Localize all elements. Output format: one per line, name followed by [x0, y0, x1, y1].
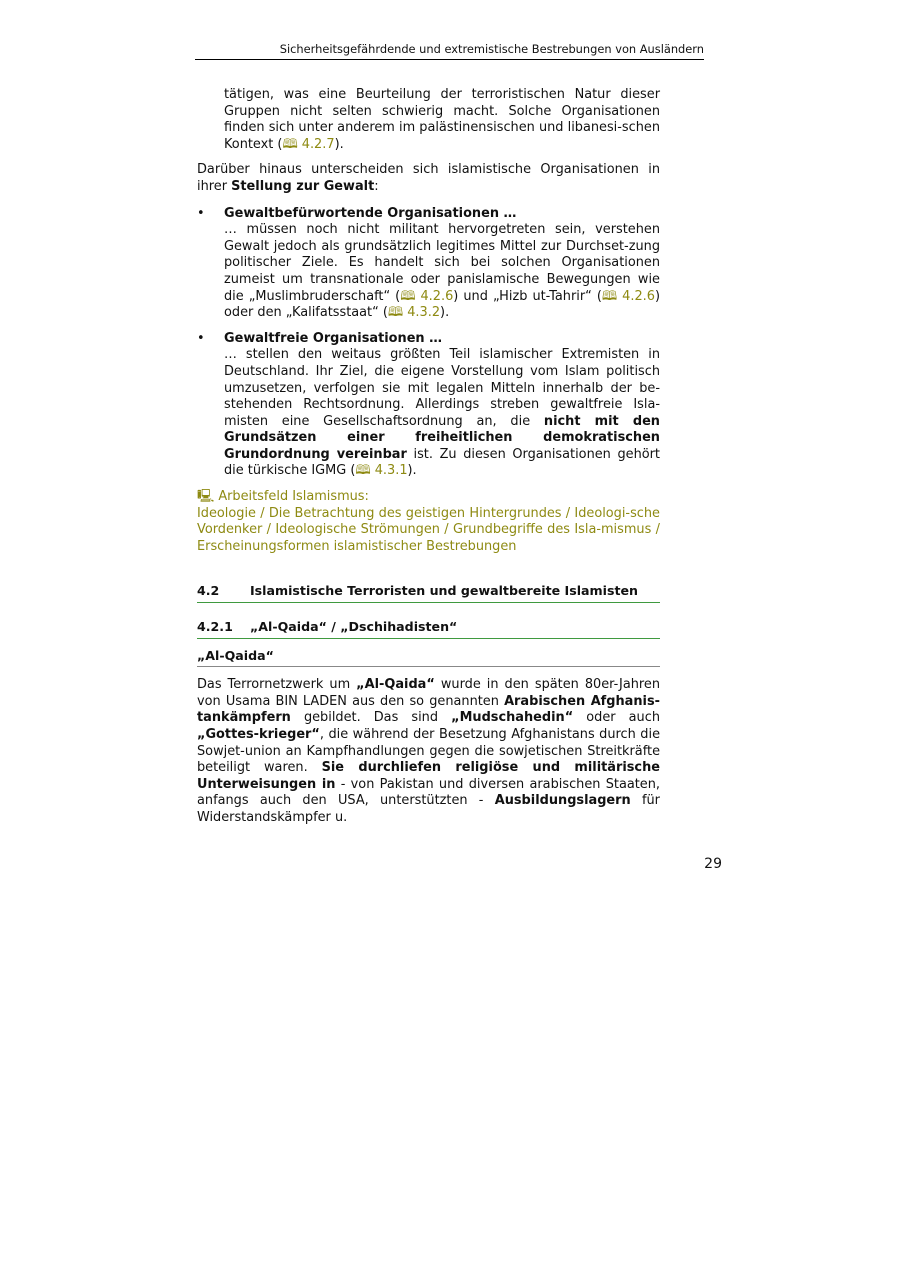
book-icon: 🕮 — [601, 288, 618, 304]
cross-reference[interactable]: 🕮 4.2.6 — [400, 288, 454, 304]
cross-reference[interactable]: 🕮 4.2.7 — [282, 136, 335, 152]
book-icon: 🕮 — [387, 305, 404, 321]
list-item-heading: Gewaltbefürwortende Organisationen … — [224, 205, 517, 221]
paragraph-intro: Darüber hinaus unterscheiden sich islamistische Organisationen in ihrer Stellung zur Gewalt: — [197, 162, 660, 194]
list-item-heading: Gewaltfreie Organisationen … — [224, 330, 442, 346]
subsection-heading: „Al-Qaida“ — [197, 648, 660, 668]
computer-icon: 🖳 — [197, 489, 215, 505]
page-content — [197, 87, 660, 827]
running-header: Sicherheitsgefährdende und extremistische Bestrebungen von Ausländern — [195, 42, 704, 60]
arbeitsfeld-title[interactable]: 🖳 Arbeitsfeld Islamismus: — [197, 489, 369, 505]
book-icon: 🕮 — [282, 136, 298, 152]
section-heading-4-2: 4.2 Islamistische Terroristen und gewaltbereite Islamisten — [197, 583, 660, 603]
bullet: • — [197, 330, 205, 346]
list-item — [197, 206, 660, 322]
list-item-text: … müssen noch nicht militant hervorgetreten sein, verstehen Gewalt jedoch als grundsätzlich legitimes Mittel zur Durchset-zung politischer Ziele. Es handelt sich bei solchen Organisationen zumeist um transnationale oder panislamische Bewegungen wie die „Muslimbruderschaft“ (🕮 4.2.6) und „Hizb ut-Tahrir“ (🕮 4.2.6) oder den „Kalifatsstaat“ (🕮 4.3.2). — [224, 222, 660, 321]
section-heading-4-2-1: 4.2.1 „Al-Qaida“ / „Dschihadisten“ — [197, 619, 660, 639]
cross-reference[interactable]: 🕮 4.2.6 — [601, 288, 655, 304]
list-item — [197, 331, 660, 480]
bullet: • — [197, 205, 205, 221]
book-icon: 🕮 — [400, 288, 416, 304]
page-number: 29 — [704, 856, 722, 872]
book-icon: 🕮 — [355, 463, 371, 479]
cross-reference[interactable]: 🕮 4.3.1 — [355, 463, 408, 479]
arbeitsfeld-link-text[interactable]: Ideologie / Die Betrachtung des geistigen Hintergrundes / Ideologi-sche Vordenker / Ideologische Strömungen / Grundbegriffe des Isla-mismus / Erscheinungsformen islamistischer Bestrebungen — [197, 505, 660, 554]
arbeitsfeld-box — [197, 489, 660, 555]
paragraph-continuation: tätigen, was eine Beurteilung der terroristischen Natur dieser Gruppen nicht selten schwierig macht. Solche Organisationen finden sich unter anderem im palästinensischen und libanesi-schen Kontext (🕮 4.2.7). — [224, 87, 660, 152]
list-item-text: … stellen den weitaus größten Teil islamischer Extremisten in Deutschland. Ihr Ziel, die eigene Vorstellung vom Islam politisch umzusetzen, verfolgen sie mit legalen Mitteln innerhalb der be-stehenden Rechtsordnung. Allerdings streben gewaltfreie Isla-misten eine Gesellschaftsordnung an, die nicht mit den Grundsätzen einer freiheitlichen demokratischen Grundordnung vereinbar ist. Zu diesen Organisationen gehört die türkische IGMG (🕮 4.3.1). — [224, 347, 660, 479]
paragraph-al-qaida: Das Terrornetzwerk um „Al-Qaida“ wurde in den späten 80er-Jahren von Usama BIN LADEN aus den so genannten Arabischen Afghanis-tankämpfern gebildet. Das sind „Mudschahedin“ oder auch „Gottes-krieger“, die während der Besetzung Afghanistans durch die Sowjet-union an Kampfhandlungen gegen die sowjetischen Streitkräfte beteiligt waren. Sie durchliefen religiöse und militärische Unterweisungen in - von Pakistan und diversen arabischen Staaten, anfangs auch den USA, unterstützten - Ausbildungslagern für Widerstandskämpfer u. — [197, 677, 661, 825]
cross-reference[interactable]: 🕮 4.3.2 — [387, 305, 441, 321]
